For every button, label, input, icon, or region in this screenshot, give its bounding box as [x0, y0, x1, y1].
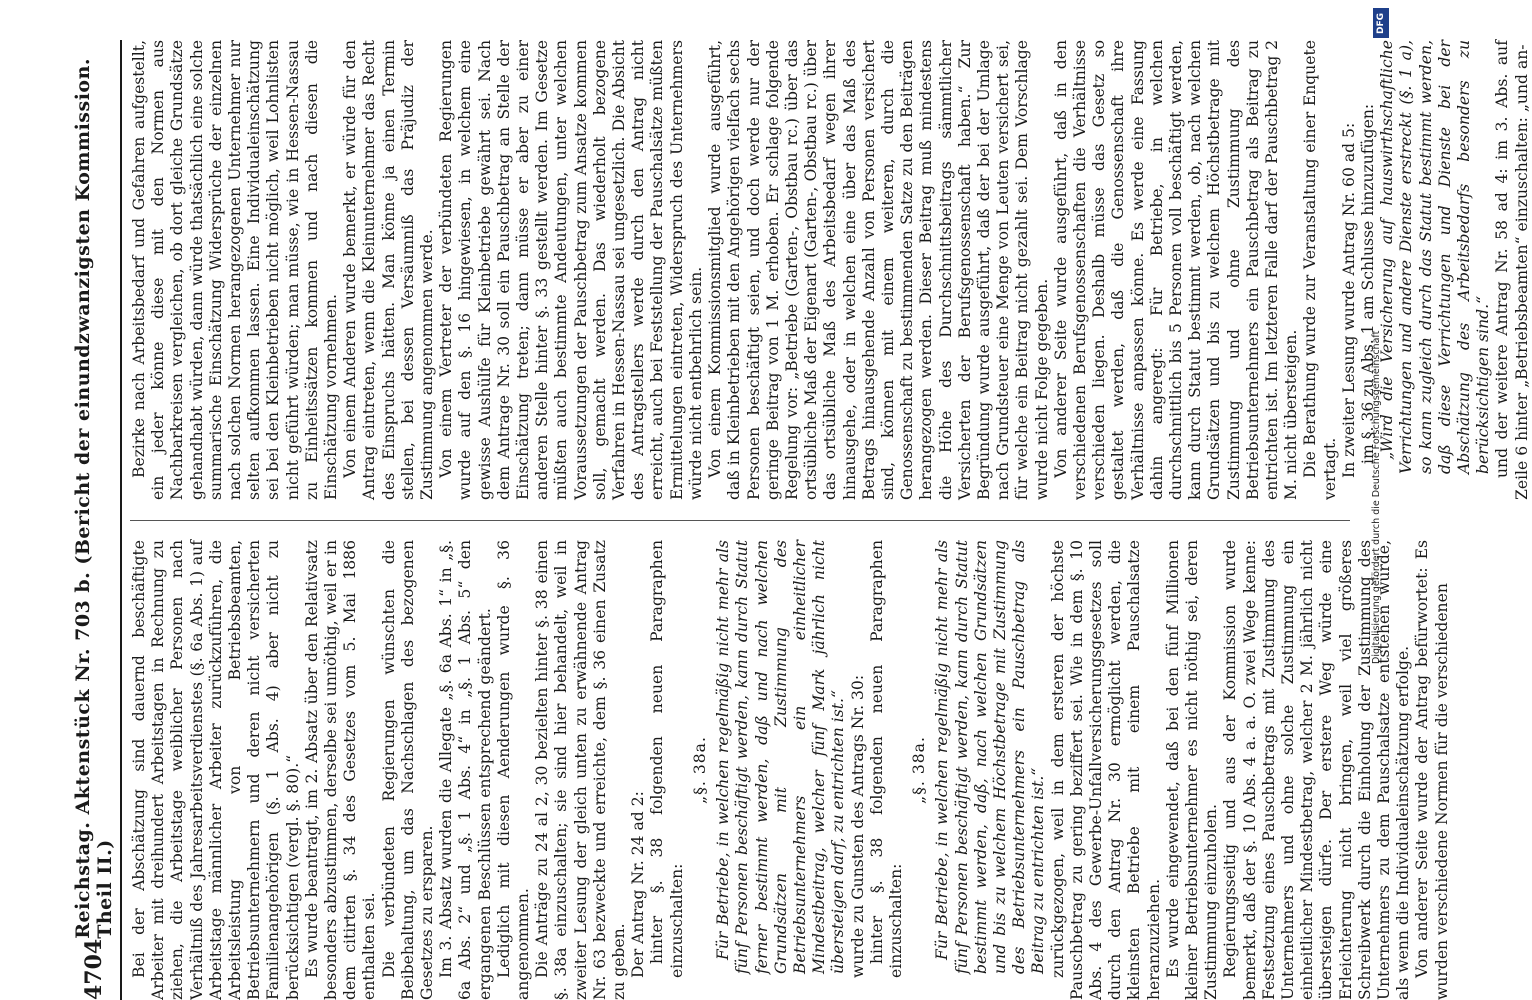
paragraph: Von einem Vertreter der verbündeten Regierungen wurde auf den §. 16 hingewiesen, in welchem eine gewisse Aushülfe für Kleinbetriebe gewährt sei. Nach dem Antrage Nr. 30 soll ein Pauschbetrag an Stelle der Einschätzung treten; dann müsse er aber zu einer anderen Stelle hinter §. 33 gestellt werden. Im Gesetze müßten auch bestimmte Andeutungen, unter welchen Voraussetzungen der Pauschbetrag zum Ansatze kommen soll, gemacht werden. Das wiederholt bezogene Verfahren in Hessen-Nassau sei ungesetzlich. Die Absicht des Antragstellers werde durch den Antrag nicht erreicht, auch bei Feststellung der Pauschalsätze müßten Ermittelungen eintreten, Widerspruch des Unternehmers würde nicht entbehrlich sein. — [437, 40, 705, 500]
column-rule — [130, 520, 1350, 521]
paragraph: und der weitere Antrag Nr. 58 ad 4: im 3. Abs. auf Zeile 6 hinter „Betriebsbeamten“ einzuschalten: „und an- — [1493, 40, 1531, 500]
quoted-paragraph: „Wird die Versicherung auf hauswirthschaftliche Verrichtungen und andere Dienste erstreckt (§. 1 a), so kann zugleich durch das Statut bestimmt werden, daß diese Verrichtungen und Dienste bei der Abschätzung des Arbeitsbedarfs besonders zu berücksichtigen sind.“ — [1378, 40, 1493, 474]
paragraph: Von anderer Seite wurde der Antrag befürwortet: Es wurden verschiedene Normen für die verschiedenen — [1413, 540, 1451, 1000]
header-divider — [120, 40, 122, 1000]
paragraph: Von einem Kommissionsmitglied wurde ausgeführt, daß in Kleinbetrieben mit den Angehörigen vielfach sechs Personen beschäftigt seien, und doch werde nur der geringe Beitrag von 1 M. erhoben. Er schlage folgende Regelung vor: „Betriebe (Garten-, Obstbau rc.) über das ortsübliche Maß der Eigenart (Garten-, Obstbau rc.) über das ortsübliche Maß des Arbeitsbedarf wegen ihrer hinausgehe, oder in welchen eine über das Maß des Betrags hinausgehende Anzahl von Personen versichert sind, können mit einem weiteren, durch die Genossenschaft zu bestimmenden Satze zu den Beiträgen herangezogen werden. Dieser Beitrag muß mindestens die Höhe des Durchschnittsbeitrags sämmtlicher Versicherten der Berufsgenossenschaft haben.“ Zur Begründung wurde ausgeführt, daß der bei der Umlage nach Grundsteuer eine Menge von Leuten versichert sei, für welche ein Beitrag nicht gezahlt sei. Dem Vorschlage wurde nicht Folge gegeben. — [706, 40, 1051, 500]
dfg-logo: DFG — [1373, 8, 1389, 38]
paragraph: wurde zu Gunsten des Antrags Nr. 30: — [848, 674, 867, 978]
paragraph: Die Anträge zu 24 al 2, 30 bezielten hinter §. 38 einen §. 38a einzuschalten; sie sind hier behandelt, weil in zweiter Lesung der gleich unten zu erwähnende Antrag Nr. 63 bezweckte und erreichte, dem §. 36 einen Zusatz zu geben. — [533, 540, 629, 1000]
page-header — [70, 40, 118, 1000]
paragraph: Regierungsseitig und aus der Kommission wurde bemerkt, daß der §. 10 Abs. 4 a. a. O. zwei Wege kenne: Festsetzung eines Pauschbetrags mit Zustimmung des Unternehmers und ohne solche Zustimmung ein einheitlicher Mindestbetrag, welcher 2 M. jährlich nicht übersteigen dürfe. Der erstere Weg würde eine Erleichterung nicht bringen, weil viel größeres Schreibwerk durch die Einholung der Zustimmung des Unternehmers zu dem Pauschalsatze entstehen würde, als wenn die Individualeinschätzung erfolge. — [1221, 540, 1413, 1000]
paragraph: Der Antrag Nr. 24 ad 2: — [629, 791, 648, 978]
section-heading: „§. 38a. — [910, 736, 929, 804]
paragraph: Von anderer Seite wurde ausgeführt, daß in den verschiedenen Berufsgenossenschaften die Verhältnisse verschieden liegen. Deshalb müsse das Gesetz so gestaltet werden, daß die Genossenschaft ihre Verhältnisse anpassen könne. Es werde eine Fassung dahin angeregt: Für Betriebe, in welchen durchschnittlich bis 5 Personen voll beschäftigt werden, kann durch Statut bestimmt werden, ob, nach welchen Grundsätzen und bis zu welchem Höchstbetrage mit Zustimmung und ohne Zustimmung des Betriebsunternehmers ein Pauschbetrag als Beitrag zu entrichten ist. Im letzteren Falle darf der Pauschbetrag 2 M. nicht übersteigen. — [1051, 40, 1301, 500]
digitization-credit: Digitalisierung gefördert durch die Deutsche Forschungsgemeinschaft — [1371, 330, 1382, 664]
paragraph: Im 3. Absatz wurden die Allegate „§. 6a Abs. 1“ in „§. 6a Abs. 2“ und „§. 1 Abs. 4“ in „§. 1 Abs. 5“ den ergangenen Beschlüssen entsprechend geändert. — [437, 540, 494, 1000]
paragraph: Von einem Anderen wurde bemerkt, er würde für den Antrag eintreten, wenn die Kleinunternehmer das Recht des Einspruchs hätten. Man könne ja einen Termin stellen, bei dessen Versäumniß das Präjudiz der Zustimmung angenommen werde. — [341, 40, 437, 500]
digitization-stamp — [1369, 0, 1391, 1000]
page-title: Reichstag. Aktenstück Nr. 703 b. (Bericht der einundzwanzigsten Kommission. Theil II.) — [72, 57, 116, 939]
paragraph: Es wurde beantragt, im 2. Absatz über den Relativsatz besonders abzustimmen, derselbe sei unnöthig, weil er in dem citirten §. 34 des Gesetzes vom 5. Mai 1886 enthalten sei. — [302, 540, 379, 1000]
section-heading: „§. 38a. — [690, 736, 709, 804]
paragraph: im §. 36 zu Abs. 1 am Schlusse hinzuzufügen: — [1359, 103, 1377, 464]
left-column — [130, 540, 1451, 1000]
paragraph: Die verbündeten Regierungen wünschten die Beibehaltung, um das Nachschlagen des bezogenen Gesetzes zu ersparen. — [379, 540, 437, 1000]
paragraph: Bezirke nach Arbeitsbedarf und Gefahren aufgestellt, ein jeder könne diese mit den Normen aus Nachbarkreisen vergleichen, ob dort gleiche Grundsätze gehandhabt würden, dann würde thatsächlich eine solche summarische Einschätzung Widersprüche der einzelnen nach solchen Normen herangezogenen Unternehmer nur selten aufkommen lassen. Eine Individualeinschätzung sei bei den Kleinbetrieben nicht möglich, weil Lohnlisten nicht geführt würden; man müsse, wie in Hessen-Nassau zu Einheitssätzen kommen und nach diesen die Einschätzung vornehmen. — [130, 40, 341, 500]
paragraph: Bei der Abschätzung sind dauernd beschäftigte Arbeiter mit dreihundert Arbeitstagen in Rechnung zu ziehen, die Arbeitstage weiblicher Personen nach Verhältniß des Jahresarbeitsverdienstes (§. 6a Abs. 1) auf Arbeitstage männlicher Arbeiter zurückzuführen, die Arbeitsleistung von Betriebsbeamten, Betriebsunternehmern und deren nicht versicherten Familienangehörigen (§. 1 Abs. 4) aber nicht zu berücksichtigen (vergl. §. 80).“ — [130, 540, 302, 1000]
quoted-paragraph: Für Betriebe, in welchen regelmäßig nicht mehr als fünf Personen beschäftigt werden, kann durch Statut bestimmt werden, daß, nach welchen Grundsätzen und bis zu welchem Höchstbetrage mit Zustimmung des Betriebsunternehmers ein Pauschbetrag als Beitrag zu entrichten ist.“ — [933, 540, 1048, 974]
paragraph: hinter §. 38 folgenden neuen Paragraphen einzuschalten: — [648, 540, 686, 978]
paragraph: In zweiter Lesung wurde Antrag Nr. 60 ad 5: — [1339, 122, 1358, 478]
paragraph: hinter §. 38 folgenden neuen Paragraphen einzuschalten: — [867, 540, 905, 978]
page-number: 4704 — [81, 938, 107, 1000]
paragraph: zurückgezogen, weil in dem ersteren der höchste Pauschbetrag zu gering beziffert sei. Wie in dem §. 10 Abs. 4 des Gewerbe-Unfallversicherungsgesetzes soll durch den Antrag Nr. 30 ermöglicht werden, die kleinsten Betriebe mit einem Pauschalsatze heranzuziehen. — [1048, 540, 1163, 1000]
paragraph: Es wurde eingewendet, daß bei den fünf Millionen kleiner Betriebsunternehmer es nicht nöthig sei, deren Zustimmung einzuholen. — [1163, 540, 1221, 1000]
paragraph: Die Berathung wurde zur Veranstaltung einer Enquete vertagt. — [1301, 40, 1339, 500]
quoted-paragraph: Für Betriebe, in welchen regelmäßig nicht mehr als fünf Personen beschäftigt werden, kann durch Statut ferner bestimmt werden, daß und nach welchen Grundsätzen mit Zustimmung des Betriebsunternehmers ein einheitlicher Mindestbeitrag, welcher fünf Mark jährlich nicht übersteigen darf, zu entrichten ist.“ — [714, 540, 848, 974]
paragraph: Lediglich mit diesen Aenderungen wurde §. 36 angenommen. — [494, 540, 533, 1000]
